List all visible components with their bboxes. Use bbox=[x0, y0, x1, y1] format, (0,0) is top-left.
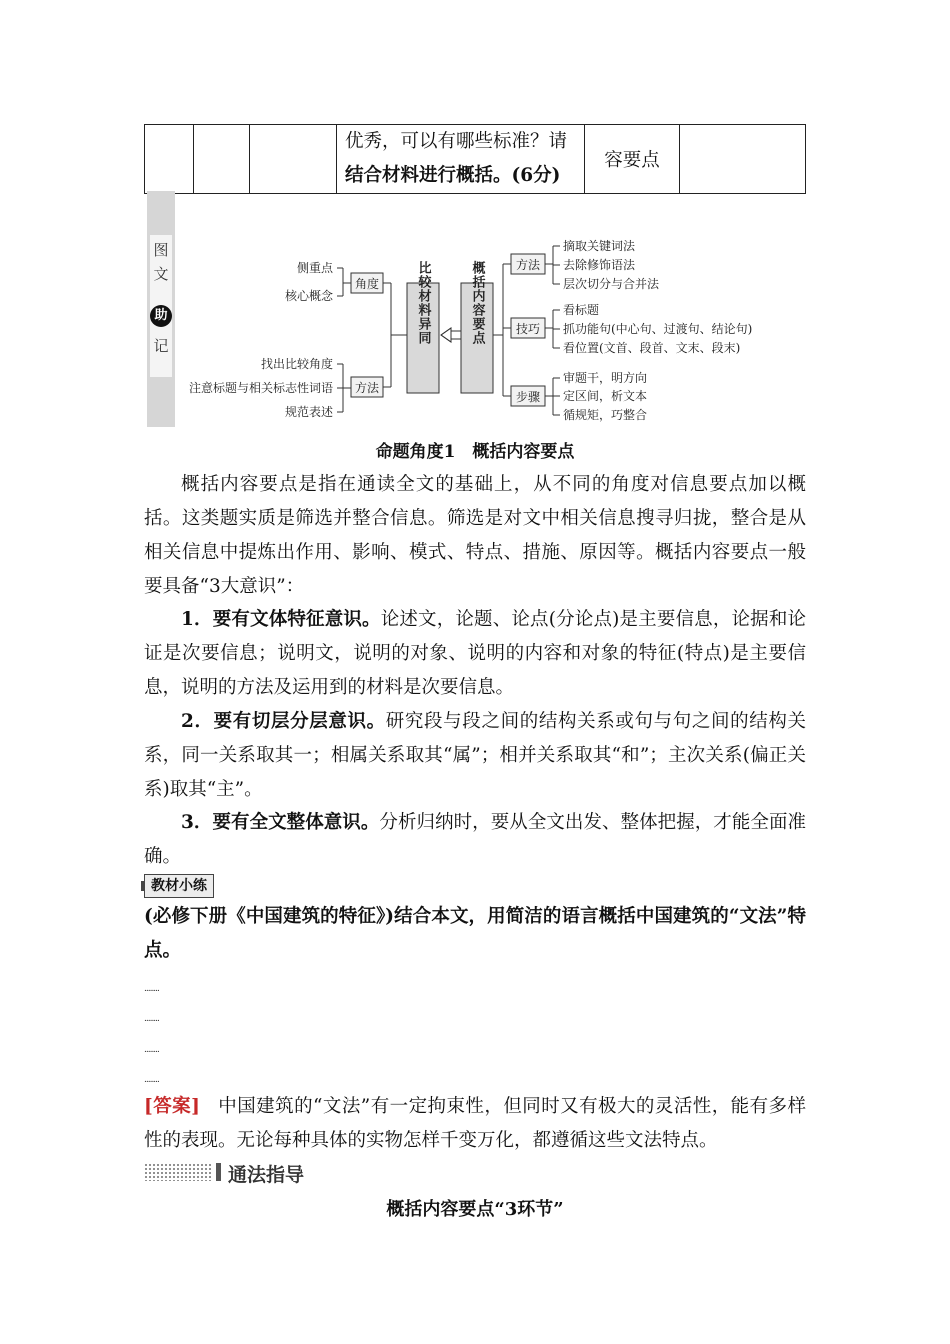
diagram-leaf: 层次切分与合并法 bbox=[563, 277, 660, 291]
point-text: 论述文，论题、论点(分论点)是主要信息，论据和论证是次要信息；说明文，说明的对象、说明的内容和对象的特征(特点)是主要信息，说明的方法及运用到的材料是次要信息。 bbox=[144, 609, 807, 698]
blank-line: ........ bbox=[144, 984, 159, 994]
question-table bbox=[144, 124, 806, 194]
section-title: 命题角度1 概括内容要点 bbox=[375, 442, 575, 462]
answer-text: 中国建筑的“文法”有一定拘束性，但同时又有极大的灵活性，能有多样性的表现。无论每种具体的实物怎样千变万化，都遵循这些文法特点。 bbox=[144, 1096, 806, 1151]
question-line: 结合材料进行概括。(6分) bbox=[345, 165, 561, 186]
diagram-center-left: 比较材料异同 bbox=[415, 261, 431, 345]
point-heading: 1．要有文体特征意识。 bbox=[181, 609, 381, 630]
bottom-title: 概括内容要点“3环节” bbox=[386, 1199, 564, 1220]
point-heading: 3．要有全文整体意识。 bbox=[181, 812, 380, 833]
diagram-node-label: 方法 bbox=[354, 381, 380, 395]
diagram-node: 找出比较角度 bbox=[260, 357, 333, 371]
diagram-node: 核心概念 bbox=[284, 289, 333, 303]
hatch-decoration bbox=[144, 1163, 212, 1181]
point-text: 研究段与段之间的结构关系或句与句之间的结构关系，同一关系取其一；相属关系取其“属”；相并关系取其“和”；主次关系(偏正关系)取其“主”。 bbox=[144, 711, 806, 800]
blank-line: ........ bbox=[144, 1045, 159, 1055]
table-cell-empty bbox=[194, 125, 250, 194]
table-cell-empty bbox=[145, 125, 194, 194]
diagram-leaf: 定区间，析文本 bbox=[563, 389, 648, 403]
blank-line: ........ bbox=[144, 1014, 159, 1024]
diagram-leaf: 循规矩，巧整合 bbox=[563, 408, 648, 422]
diagram-branch-label: 技巧 bbox=[515, 322, 541, 336]
method-guide-label: 通法指导 bbox=[228, 1164, 305, 1186]
question-line: 优秀，可以有哪些标准？请 bbox=[345, 131, 568, 152]
diagram-node-label: 角度 bbox=[354, 277, 380, 291]
point-paragraph bbox=[144, 603, 806, 705]
table-cell-empty bbox=[680, 125, 806, 194]
diagram-leaf: 抓功能句(中心句、过渡句、结论句) bbox=[563, 322, 753, 336]
diagram-leaf: 看标题 bbox=[563, 303, 600, 317]
diagram-leaf: 审题干，明方向 bbox=[563, 371, 648, 385]
diagram-node: 侧重点 bbox=[296, 261, 333, 275]
diagram-leaf: 摘取关键词法 bbox=[563, 239, 636, 253]
point-paragraph bbox=[144, 806, 806, 874]
blank-line: ........ bbox=[144, 1075, 159, 1085]
mind-map-diagram bbox=[175, 191, 775, 427]
answer-tag: [答案] bbox=[144, 1096, 200, 1117]
diagram-leaf: 看位置(文首、段首、文末、段末) bbox=[563, 341, 741, 355]
diagram-sidebar bbox=[147, 191, 175, 427]
sidebar-label bbox=[150, 235, 172, 377]
practice-tag: 教材小练 bbox=[144, 874, 214, 898]
table-cell-key-point: 容要点 bbox=[585, 125, 680, 194]
sidebar-char: 记 bbox=[153, 337, 169, 355]
point-paragraph bbox=[144, 705, 806, 807]
diagram-leaf: 去除修饰语法 bbox=[563, 258, 636, 272]
point-heading: 2．要有切层分层意识。 bbox=[181, 711, 386, 732]
answer-paragraph bbox=[144, 1090, 806, 1158]
diagram-branch-label: 方法 bbox=[515, 258, 541, 272]
sidebar-char-highlight: 助 bbox=[150, 305, 172, 327]
diagram-node: 规范表述 bbox=[284, 405, 333, 419]
table-cell-question bbox=[337, 125, 585, 194]
sidebar-char: 图 bbox=[153, 241, 169, 259]
practice-question: (必修下册《中国建筑的特征》)结合本文，用简洁的语言概括中国建筑的“文法”特点。 bbox=[144, 906, 806, 961]
intro-paragraph: 概括内容要点是指在通读全文的基础上，从不同的角度对信息要点加以概括。这类题实质是筛选并整合信息。筛选是对文中相关信息搜寻归拢，整合是从相关信息中提炼出作用、影响、模式、特点、措施、原因等。概括内容要点一般要具备“3大意识”： bbox=[144, 474, 806, 597]
diagram-branch-label: 步骤 bbox=[515, 390, 541, 404]
point-text: 分析归纳时，要从全文出发、整体把握，才能全面准确。 bbox=[144, 812, 806, 867]
sidebar-char: 文 bbox=[153, 265, 169, 283]
diagram-node: 注意标题与相关标志性词语 bbox=[188, 381, 333, 395]
bar-decoration bbox=[216, 1163, 221, 1181]
diagram-center-right: 概括内容要点 bbox=[469, 261, 485, 345]
table-cell-empty bbox=[250, 125, 337, 194]
